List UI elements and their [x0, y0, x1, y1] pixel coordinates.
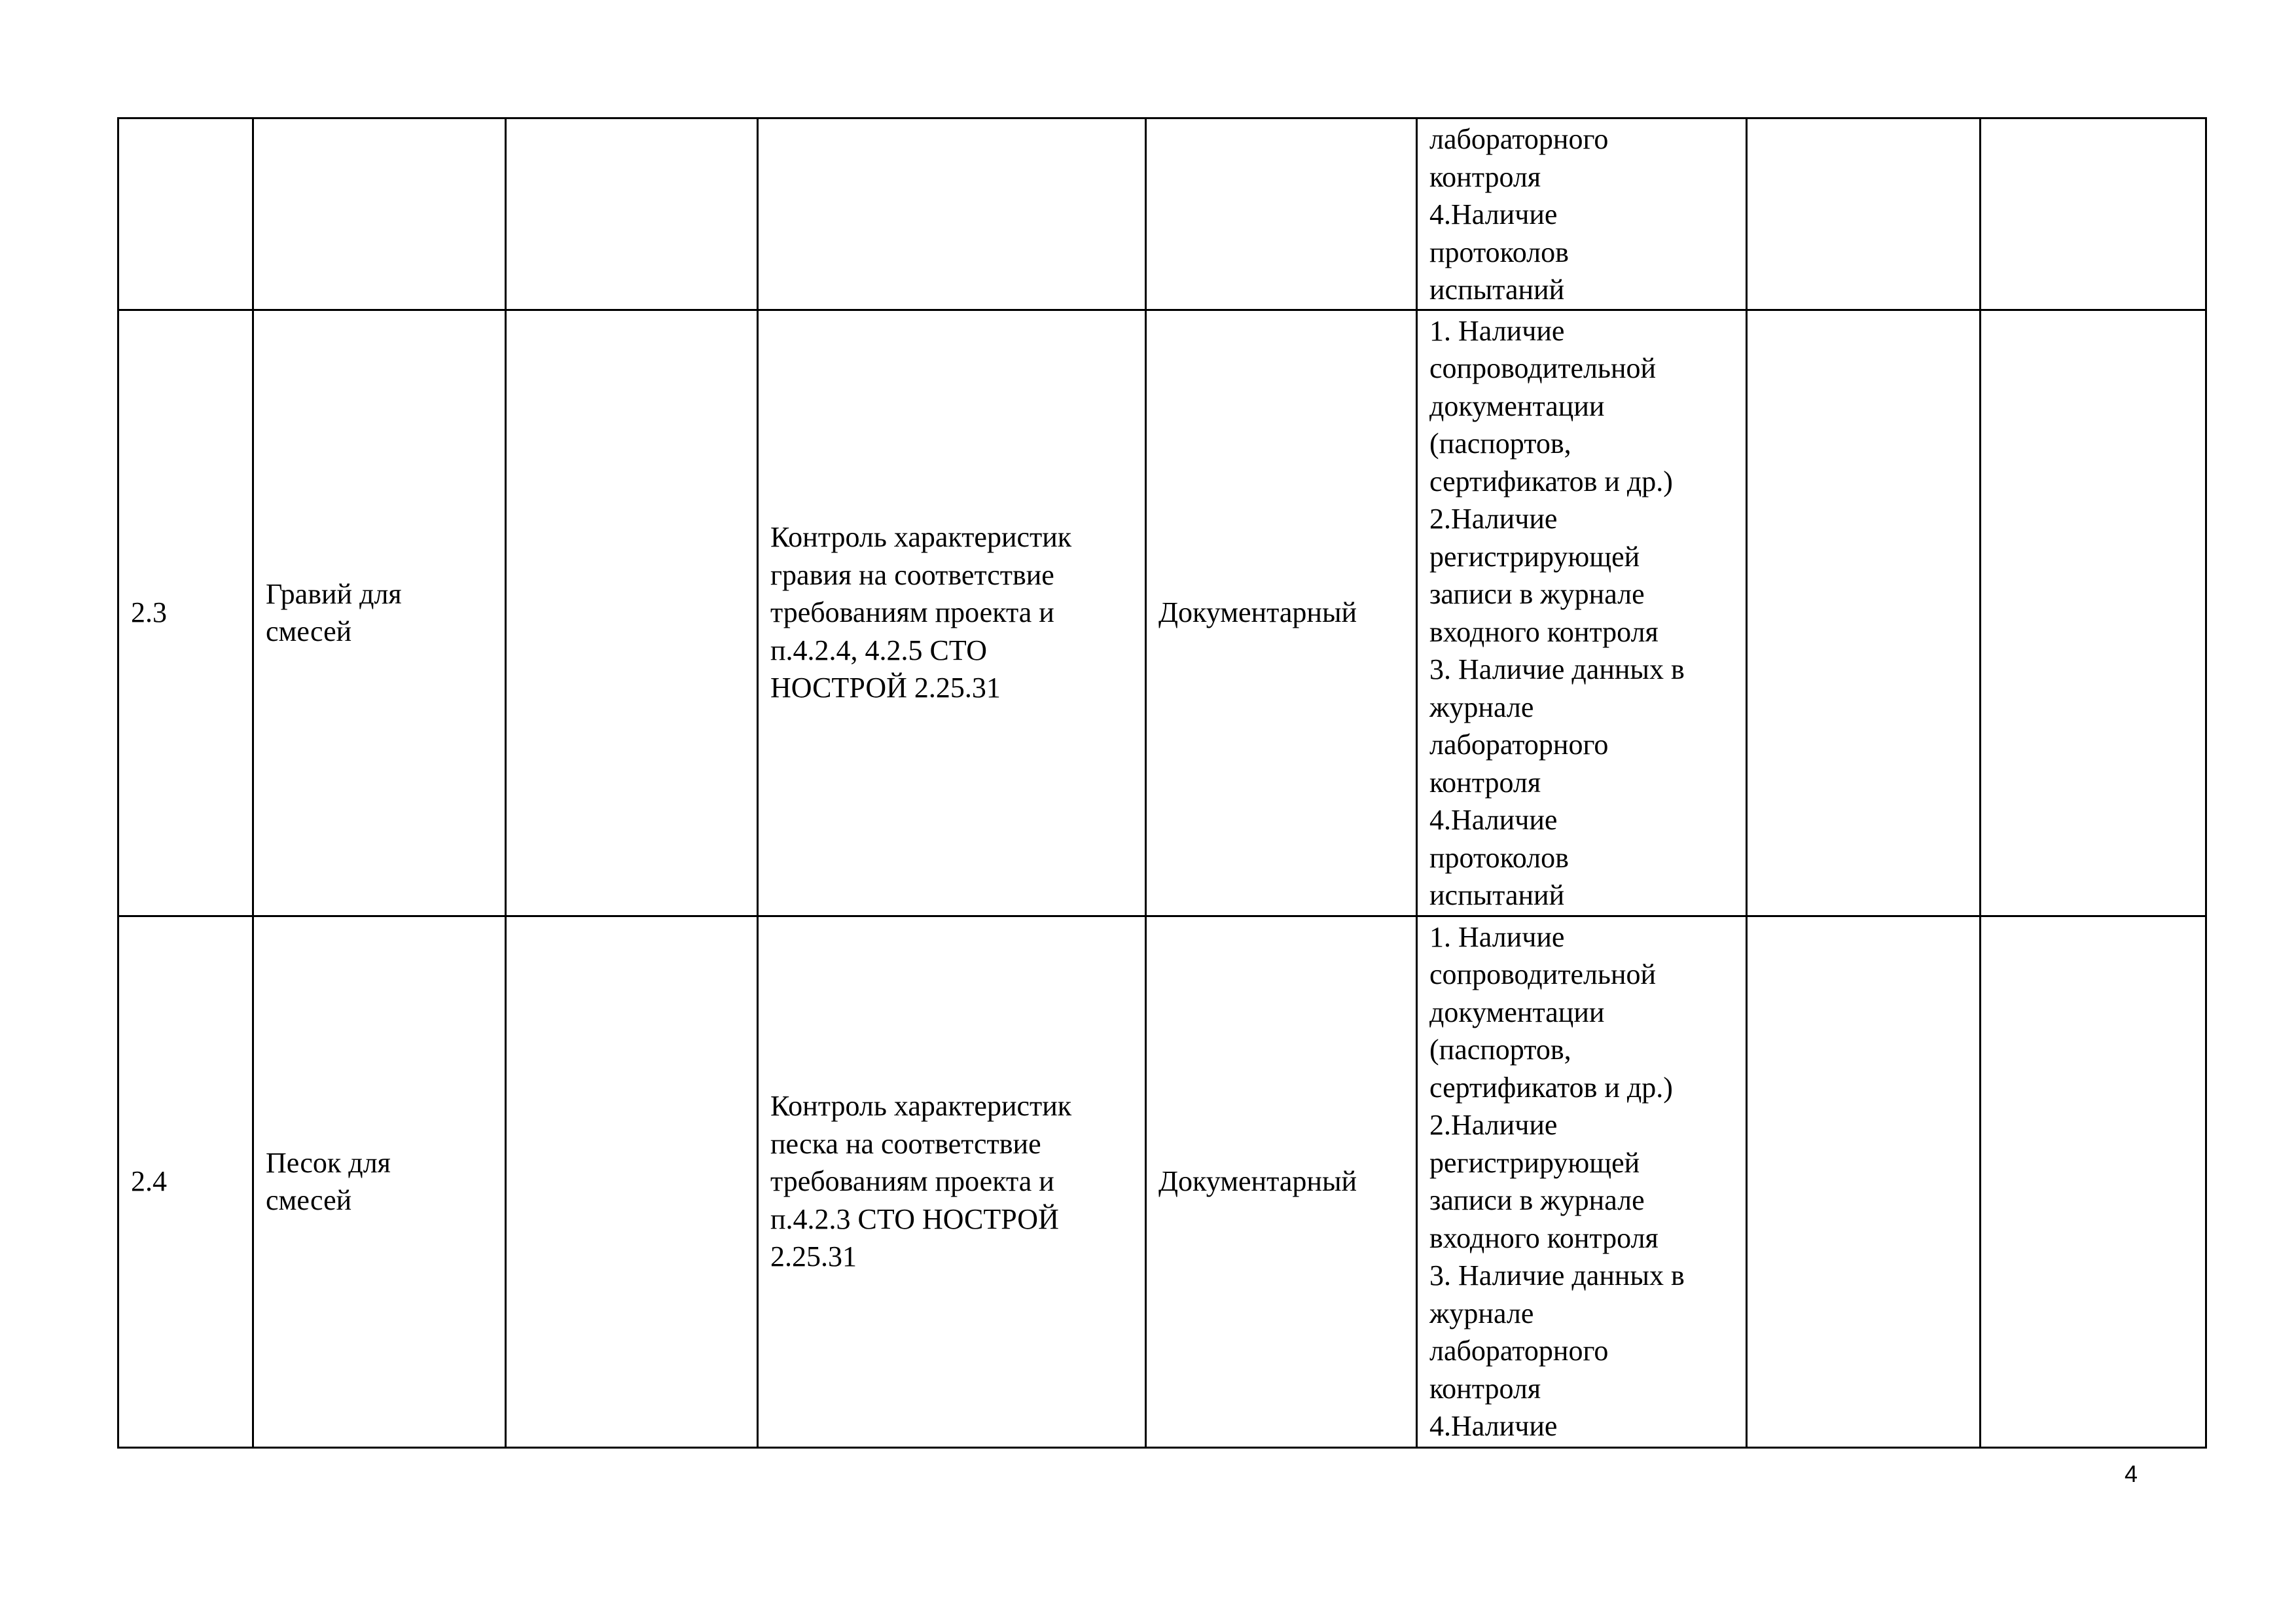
- control-description: [770, 1087, 1133, 1276]
- table-row: [118, 916, 2206, 1447]
- empty-cell: [506, 118, 758, 310]
- control-method: Документарный: [1158, 596, 1357, 629]
- requirement-line: сопроводительной: [1429, 352, 1657, 384]
- requirement-line: журнале: [1429, 1297, 1534, 1329]
- requirement-line: 4.Наличие: [1429, 198, 1558, 230]
- inspection-table: [117, 117, 2207, 1449]
- requirement-line: протоколов: [1429, 236, 1569, 268]
- requirement-line: протоколов: [1429, 841, 1569, 874]
- page-number: 4: [2125, 1460, 2138, 1487]
- requirement-line: 3. Наличие данных в: [1429, 653, 1685, 685]
- empty-cell: [1747, 916, 1981, 1447]
- control-line: требованиям проекта и: [770, 1165, 1054, 1198]
- requirement-line: документации: [1429, 389, 1605, 422]
- row-number-cell: [118, 118, 253, 310]
- requirement-line: записи в журнале: [1429, 1184, 1645, 1216]
- control-line: песка на соответствие: [770, 1127, 1041, 1160]
- control-description-cell: [758, 916, 1146, 1447]
- row-number-cell: [118, 916, 253, 1447]
- control-line: Контроль характеристик: [770, 1090, 1072, 1123]
- table-row: [118, 310, 2206, 916]
- requirement-line: 1. Наличие: [1429, 314, 1565, 347]
- requirement-line: контроля: [1429, 766, 1541, 799]
- requirement-line: лабораторного: [1429, 729, 1609, 761]
- material-name: Гравий для смесей: [266, 577, 402, 647]
- control-line: Контроль характеристик: [770, 521, 1072, 554]
- requirement-line: входного контроля: [1429, 615, 1659, 648]
- row-number-cell: [118, 310, 253, 916]
- empty-cell: [506, 916, 758, 1447]
- requirements-cell: [1417, 916, 1747, 1447]
- requirement-line: испытаний: [1429, 879, 1565, 911]
- requirement-line: сопроводительной: [1429, 958, 1657, 990]
- requirement-line: лабораторного: [1429, 123, 1609, 155]
- requirements-cell: [1417, 118, 1747, 310]
- material-name-cell: [253, 310, 506, 916]
- control-line: 2.25.31: [770, 1240, 857, 1273]
- requirement-line: журнале: [1429, 691, 1534, 723]
- control-method-cell: [1146, 118, 1417, 310]
- requirements-list: [1429, 312, 1734, 914]
- control-line: п.4.2.3 СТО НОСТРОЙ: [770, 1202, 1059, 1235]
- row-number: 2.3: [131, 596, 167, 629]
- requirement-line: записи в журнале: [1429, 578, 1645, 610]
- control-description-cell: [758, 310, 1146, 916]
- empty-cell: [1747, 310, 1981, 916]
- requirement-line: испытаний: [1429, 274, 1565, 306]
- requirements-list: [1429, 120, 1734, 309]
- control-method: Документарный: [1158, 1165, 1357, 1198]
- requirement-line: регистрирующей: [1429, 540, 1640, 573]
- control-method-cell: [1146, 916, 1417, 1447]
- requirement-line: (паспортов,: [1429, 427, 1571, 460]
- material-name-cell: [253, 118, 506, 310]
- requirement-line: 4.Наличие: [1429, 804, 1558, 836]
- requirement-line: 1. Наличие: [1429, 920, 1565, 953]
- requirement-line: (паспортов,: [1429, 1034, 1571, 1066]
- material-name: Песок для смесей: [266, 1146, 391, 1216]
- requirements-cell: [1417, 310, 1747, 916]
- control-description: [770, 518, 1133, 707]
- control-line: НОСТРОЙ 2.25.31: [770, 672, 1001, 704]
- empty-cell: [506, 310, 758, 916]
- requirement-line: сертификатов и др.): [1429, 1071, 1673, 1104]
- requirement-line: лабораторного: [1429, 1335, 1609, 1367]
- requirements-list: [1429, 918, 1734, 1445]
- requirement-line: контроля: [1429, 160, 1541, 193]
- requirement-line: 4.Наличие: [1429, 1410, 1558, 1442]
- requirement-line: документации: [1429, 996, 1605, 1028]
- empty-cell: [1747, 118, 1981, 310]
- requirement-line: 2.Наличие: [1429, 503, 1558, 535]
- control-line: требованиям проекта и: [770, 596, 1054, 629]
- control-line: п.4.2.4, 4.2.5 СТО: [770, 634, 987, 666]
- requirement-line: 3. Наличие данных в: [1429, 1259, 1685, 1291]
- requirement-line: контроля: [1429, 1372, 1541, 1405]
- requirement-line: 2.Наличие: [1429, 1109, 1558, 1141]
- control-description-cell: [758, 118, 1146, 310]
- empty-cell: [1981, 310, 2206, 916]
- row-number: 2.4: [131, 1165, 167, 1198]
- requirement-line: входного контроля: [1429, 1221, 1659, 1254]
- table-row: [118, 118, 2206, 310]
- requirement-line: регистрирующей: [1429, 1146, 1640, 1179]
- material-name-cell: [253, 916, 506, 1447]
- empty-cell: [1981, 118, 2206, 310]
- control-method-cell: [1146, 310, 1417, 916]
- empty-cell: [1981, 916, 2206, 1447]
- requirement-line: сертификатов и др.): [1429, 465, 1673, 497]
- control-line: гравия на соответствие: [770, 558, 1054, 591]
